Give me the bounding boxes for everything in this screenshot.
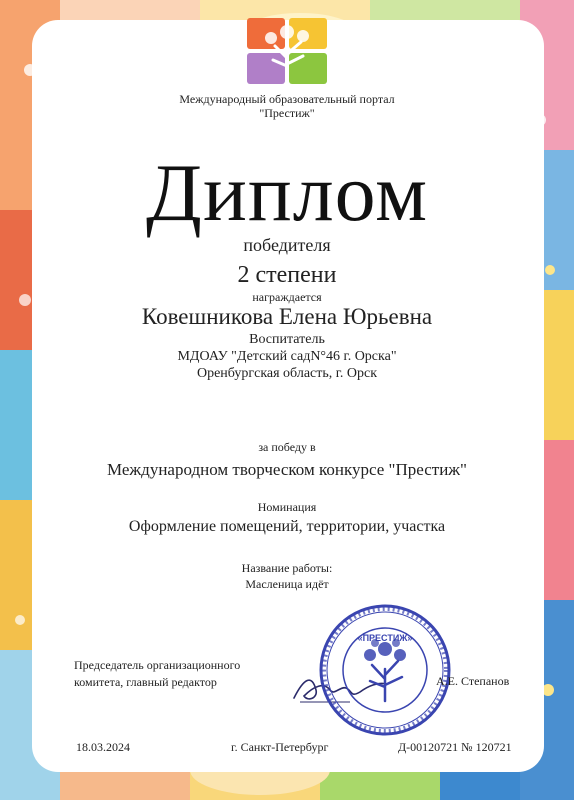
- recipient-name: Ковешникова Елена Юрьевна: [141, 304, 433, 329]
- work-title: Масленица идёт: [245, 577, 329, 591]
- work-title-label: Название работы:: [241, 561, 333, 575]
- portal-line-1: Международный образовательный портал: [179, 92, 395, 106]
- portal-name: [0, 92, 574, 120]
- diploma-title: Диплом: [146, 147, 428, 238]
- nomination-label: Номинация: [257, 500, 317, 514]
- portal-line-2: "Престиж": [259, 106, 315, 120]
- for-victory-label: за победу в: [258, 440, 316, 454]
- round-stamp: [318, 603, 452, 737]
- chairman-line-2: комитета, главный редактор: [74, 675, 217, 689]
- diploma-number: Д-00120721 № 120721: [398, 740, 512, 754]
- diploma-degree: 2 степени: [237, 262, 337, 288]
- chairman-line-1: Председатель организационного: [74, 658, 241, 672]
- issue-date: 18.03.2024: [76, 740, 130, 754]
- signer-name: А.Е. Степанов: [436, 674, 510, 688]
- diploma-subtitle: победителя: [243, 235, 331, 255]
- issue-city: г. Санкт-Петербург: [231, 740, 329, 754]
- stamp-brand: «ПРЕСТИЖ»: [357, 633, 413, 643]
- recipient-position: Воспитатель: [249, 332, 325, 347]
- recipient-region: Оренбургская область, г. Орск: [196, 366, 378, 381]
- chairman-title: [74, 657, 240, 691]
- recipient-organization: МДОАУ "Детский садN°46 г. Орска": [177, 349, 397, 364]
- awarded-label: награждается: [252, 290, 322, 304]
- prestige-tree-logo: [247, 18, 327, 84]
- nomination-value: Оформление помещений, территории, участка: [128, 518, 446, 535]
- contest-name: Международном творческом конкурсе "Престиж": [107, 460, 467, 479]
